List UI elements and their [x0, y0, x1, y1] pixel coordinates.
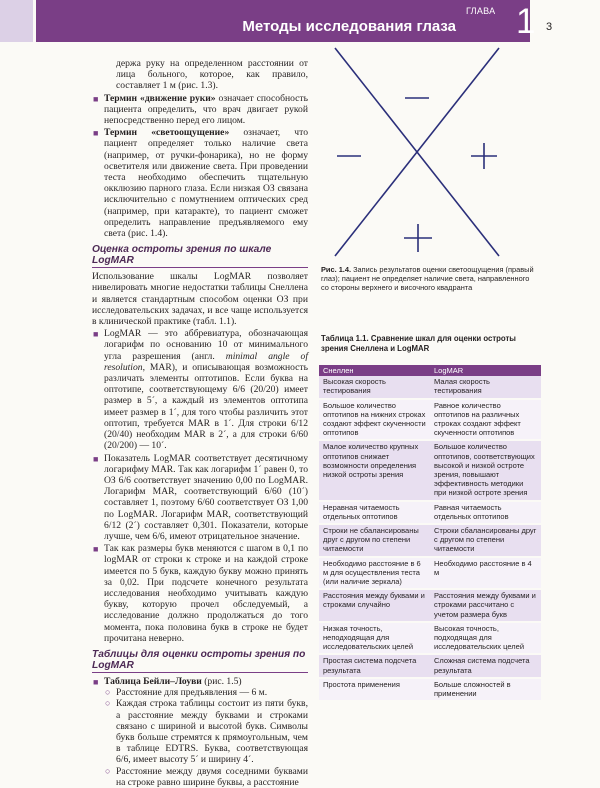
table-cell: Малая скорость тестирования: [430, 376, 541, 398]
bullet-logmar-definition: ■ LogMAR — это аббревиатура, обозначающая логарифм по основанию 10 от минимального угла разрешения (англ. minimal angle of resolution, MAR), и описывающая возможность различать элементы оптотипов. Если буква на оптотипе, соответствующему 6/6 (20/20) имеет размер в 5´, а каждый из элементов оптотипа имеет размер в 1´, для того чтобы различить этот оптотип, требуется MAR в 1´. Для строки 6/12 (20/40) необходим MAR в 2´, а для строки 6/60 (20/200) — 10´.: [93, 328, 308, 452]
table-cell: Строки не сбалансированы друг с другом по степени читаемости: [319, 524, 430, 557]
light-projection-diagram: [321, 42, 505, 260]
bullet-logmar-index: ■ Показатель LogMAR соответствует десятичному логарифму MAR. Так как логарифм 1´ равен 0, то ОЗ 6/6 соответствует значению 0,00 по LogMAR. Логарифм MAR, соответствующий 6/60 (10´) составляет 1, поэтому 6/60 соответствует ОЗ 1,00 по LogMAR. Логарифм MAR, соответствующий 6/12 (2´) составляет 0,301. Показатели, которые лучше, чем 6/6, имеют отрицательное значение.: [93, 452, 308, 542]
table-row: [319, 678, 541, 701]
table-cell: Большое количество оптотипов, соответствующих высокой и низкой остроте зрения, повышают эффективность методики при низкой остроте зрения: [430, 440, 541, 500]
table-cell: Сложная система подсчета результата: [430, 654, 541, 677]
figure-caption-label: Рис. 1.4.: [321, 265, 352, 274]
table-cell: Строки сбалансированы друг с другом по степени читаемости: [430, 524, 541, 557]
bullet-bailey-lovie: ■ Таблица Бейли–Лоуви (рис. 1.5): [93, 675, 242, 687]
table-row: [319, 524, 541, 557]
figure-caption-text: Запись результатов оценки светоощущения (правый глаз); пациент не определяет наличие света, направленного со стороны верхнего и височного квадранта: [321, 265, 534, 292]
table-row: [319, 589, 541, 622]
plus-sign-bottom: [404, 224, 432, 252]
table-cell: Большое количество оптотипов на нижних строках создают эффект скученности оптотипов: [319, 399, 430, 441]
bullet-marker-icon: ■: [93, 544, 99, 555]
plus-sign-right: [471, 143, 497, 169]
table-row: [319, 501, 541, 524]
sub-bullet-marker-icon: ○: [105, 698, 111, 709]
table-row: [319, 557, 541, 590]
table-cell: Низкая точность, неподходящая для исследовательских целей: [319, 622, 430, 655]
table-row: [319, 654, 541, 677]
term-light-perception: Термин «светоощущение»: [104, 127, 230, 139]
column-header-snellen: Снеллен: [319, 365, 430, 376]
table-cell: Равное количество оптотипов на различных строках создают эффект скученности оптотипов: [430, 399, 541, 441]
bullet-marker-icon: ■: [93, 128, 99, 139]
bullet-letter-size: ■ Так как размеры букв меняются с шагом в 0,1 по logMAR от строки к строке и на каждой строке имеется по 5 букв, каждую букву можно принять за 0,02. При подсчете конечного результата исследования необходимо учитывать каждую букву, которую прочел обследуемый, а исследование должно продолжаться до того момента, пока половина букв в строке не будет прочитана неверно.: [93, 543, 308, 644]
table-row: [319, 622, 541, 655]
table-cell: Необходимо расстояние в 6 м для осуществления теста (или наличие зеркала): [319, 557, 430, 590]
table-cell: Расстояния между буквами и строками рассчитано с учетом размера букв: [430, 589, 541, 622]
table-row: [319, 399, 541, 441]
chapter-number: 1: [516, 2, 536, 41]
bullet-marker-icon: ■: [93, 93, 99, 104]
table-cell: Равная читаемость отдельных оптотипов: [430, 501, 541, 524]
chapter-label: ГЛАВА: [466, 6, 496, 16]
continued-paragraph: держа руку на определенном расстоянии от лица больного, которое, как правило, составляет 1 м (рис. 1.3).: [116, 58, 308, 92]
bullet-light-perception: ■ Термин «светоощущение» означает, что пациент определяет только наличие света (например, от ручки-фонарика), но не форму осветителя или движение света. При проведении теста необходимо обеспечить тщательную окклюзию парного глаза. Если низкая ОЗ связана исключительно с помутнением оптических сред (например, при катаракте), то пациент сможет определить направление предъявляемого ему света (рис. 1.4).: [93, 127, 308, 240]
table-cell: Высокая скорость тестирования: [319, 376, 430, 398]
table-row: [319, 440, 541, 500]
bullet-marker-icon: ■: [93, 676, 99, 687]
sub-bullet-marker-icon: ○: [105, 765, 111, 776]
table-row: [319, 376, 541, 398]
sub-bullet-spacing: ○ Расстояние между двумя соседними буквами на строке равно ширине буквы, а расстояние: [105, 765, 308, 788]
chapter-title: Методы исследования глаза: [242, 18, 456, 35]
sub-bullet-rows: ○ Каждая строка таблицы состоит из пяти букв, а расстояние между буквами и строками связано с шириной и высотой букв. Символы букв больше стремятся к прямоугольным, чем в таблице EDTRS. Буква, соответствующая 6/6, имеет высоту 5´ и ширину 4´.: [105, 698, 308, 766]
left-column: [92, 58, 308, 788]
table-header-row: [319, 365, 541, 376]
header-side-block: [0, 0, 33, 42]
table-cell: Расстояния между буквами и строками случайно: [319, 589, 430, 622]
table-cell: Неравная читаемость отдельных оптотипов: [319, 501, 430, 524]
section-heading-logmar: Оценка остроты зрения по шкале LogMAR: [92, 244, 308, 268]
table-cell: Простота применения: [319, 678, 430, 701]
page-number: 3: [546, 21, 553, 33]
sub-bullet-marker-icon: ○: [105, 687, 111, 698]
table-cell: Необходимо расстояние в 4 м: [430, 557, 541, 590]
table-cell: Больше сложностей в применении: [430, 678, 541, 701]
section-heading-tables: Таблицы для оценки остроты зрения по LogMAR: [92, 649, 308, 673]
sub-bullet-distance: ○ Расстояние для предъявления — 6 м.: [105, 687, 268, 699]
logmar-intro-paragraph: Использование шкалы LogMAR позволяет нивелировать многие недостатки таблицы Снеллена и является стандартным способом оценки ОЗ при исследовательских задачах, и все чаще используется в клинической практике (табл. 1.1).: [92, 271, 308, 328]
bullet-marker-icon: ■: [93, 329, 99, 340]
figure-caption: [321, 265, 535, 292]
bullet-marker-icon: ■: [93, 453, 99, 464]
header-bar: [36, 0, 536, 42]
comparison-table: [319, 365, 541, 702]
table-cell: Малое количество крупных оптотипов снижает возможности определения низкой остроты зрения: [319, 440, 430, 500]
table-cell: Высокая точность, подходящая для исследовательских целей: [430, 622, 541, 655]
table-cell: Простая система подсчета результата: [319, 654, 430, 677]
table-title: Таблица 1.1. Сравнение шкал для оценки остроты зрения Снеллена и LogMAR: [321, 334, 516, 353]
bullet-hand-motion: ■ Термин «движение руки» означает способность пациента определить, что врач двигает рукой непосредственно перед его лицом.: [93, 92, 308, 127]
term-hand-motion: Термин «движение руки»: [104, 92, 216, 104]
column-header-logmar: LogMAR: [430, 365, 541, 376]
figure-light-projection: [321, 42, 505, 260]
